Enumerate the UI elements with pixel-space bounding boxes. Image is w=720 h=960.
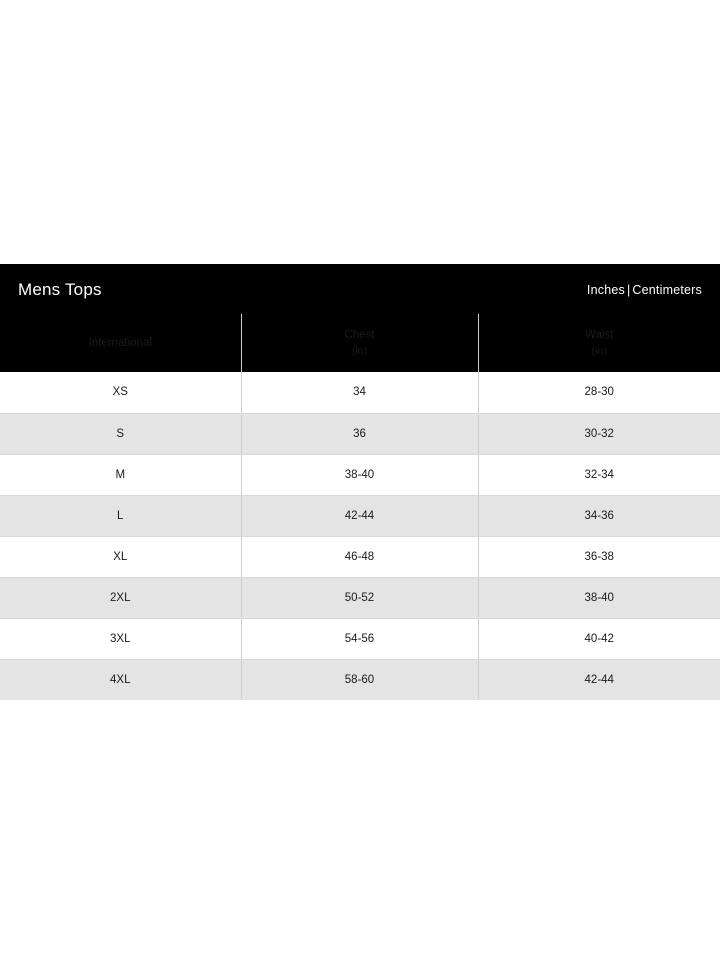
cell-chest: 38-40 — [241, 454, 478, 495]
cell-chest: 54-56 — [241, 618, 478, 659]
column-header-chest — [241, 314, 478, 372]
cell-chest: 50-52 — [241, 577, 478, 618]
size-chart — [0, 264, 720, 700]
cell-international: 3XL — [0, 618, 241, 659]
unit-centimeters-label[interactable]: Centimeters — [632, 283, 702, 297]
cell-waist: 40-42 — [478, 618, 720, 659]
table-row — [0, 618, 720, 659]
table-row — [0, 536, 720, 577]
cell-international: L — [0, 495, 241, 536]
cell-chest: 34 — [241, 372, 478, 413]
unit-inches-label[interactable]: Inches — [586, 283, 625, 297]
cell-chest: 42-44 — [241, 495, 478, 536]
size-table-body — [0, 372, 720, 700]
cell-waist: 36-38 — [478, 536, 720, 577]
page-title: Mens Tops — [18, 280, 102, 299]
cell-waist: 28-30 — [478, 372, 720, 413]
table-row — [0, 495, 720, 536]
column-header-waist-label: Waist — [585, 329, 614, 342]
cell-waist: 34-36 — [478, 495, 720, 536]
cell-international: XS — [0, 372, 241, 413]
size-table-head — [0, 314, 720, 372]
column-header-waist-unit: (in) — [591, 344, 607, 357]
unit-toggle[interactable] — [587, 283, 702, 297]
cell-waist: 32-34 — [478, 454, 720, 495]
column-header-international-label: International — [88, 336, 152, 349]
column-header-chest-label: Chest — [344, 329, 375, 342]
cell-international: 4XL — [0, 659, 241, 700]
cell-chest: 46-48 — [241, 536, 478, 577]
cell-international: 2XL — [0, 577, 241, 618]
cell-waist: 38-40 — [478, 577, 720, 618]
size-chart-header — [0, 264, 720, 314]
cell-international: S — [0, 413, 241, 454]
column-header-chest-unit: (in) — [351, 344, 368, 357]
cell-waist: 42-44 — [478, 659, 720, 700]
table-row — [0, 454, 720, 495]
table-row — [0, 577, 720, 618]
cell-chest: 58-60 — [241, 659, 478, 700]
cell-waist: 30-32 — [478, 413, 720, 454]
table-row — [0, 659, 720, 700]
table-row — [0, 372, 720, 413]
table-header-row — [0, 314, 720, 372]
column-header-waist — [478, 314, 720, 372]
unit-separator: | — [626, 283, 631, 297]
size-table — [0, 314, 720, 700]
cell-international: M — [0, 454, 241, 495]
column-header-international — [0, 314, 241, 372]
cell-international: XL — [0, 536, 241, 577]
table-row — [0, 413, 720, 454]
cell-chest: 36 — [241, 413, 478, 454]
